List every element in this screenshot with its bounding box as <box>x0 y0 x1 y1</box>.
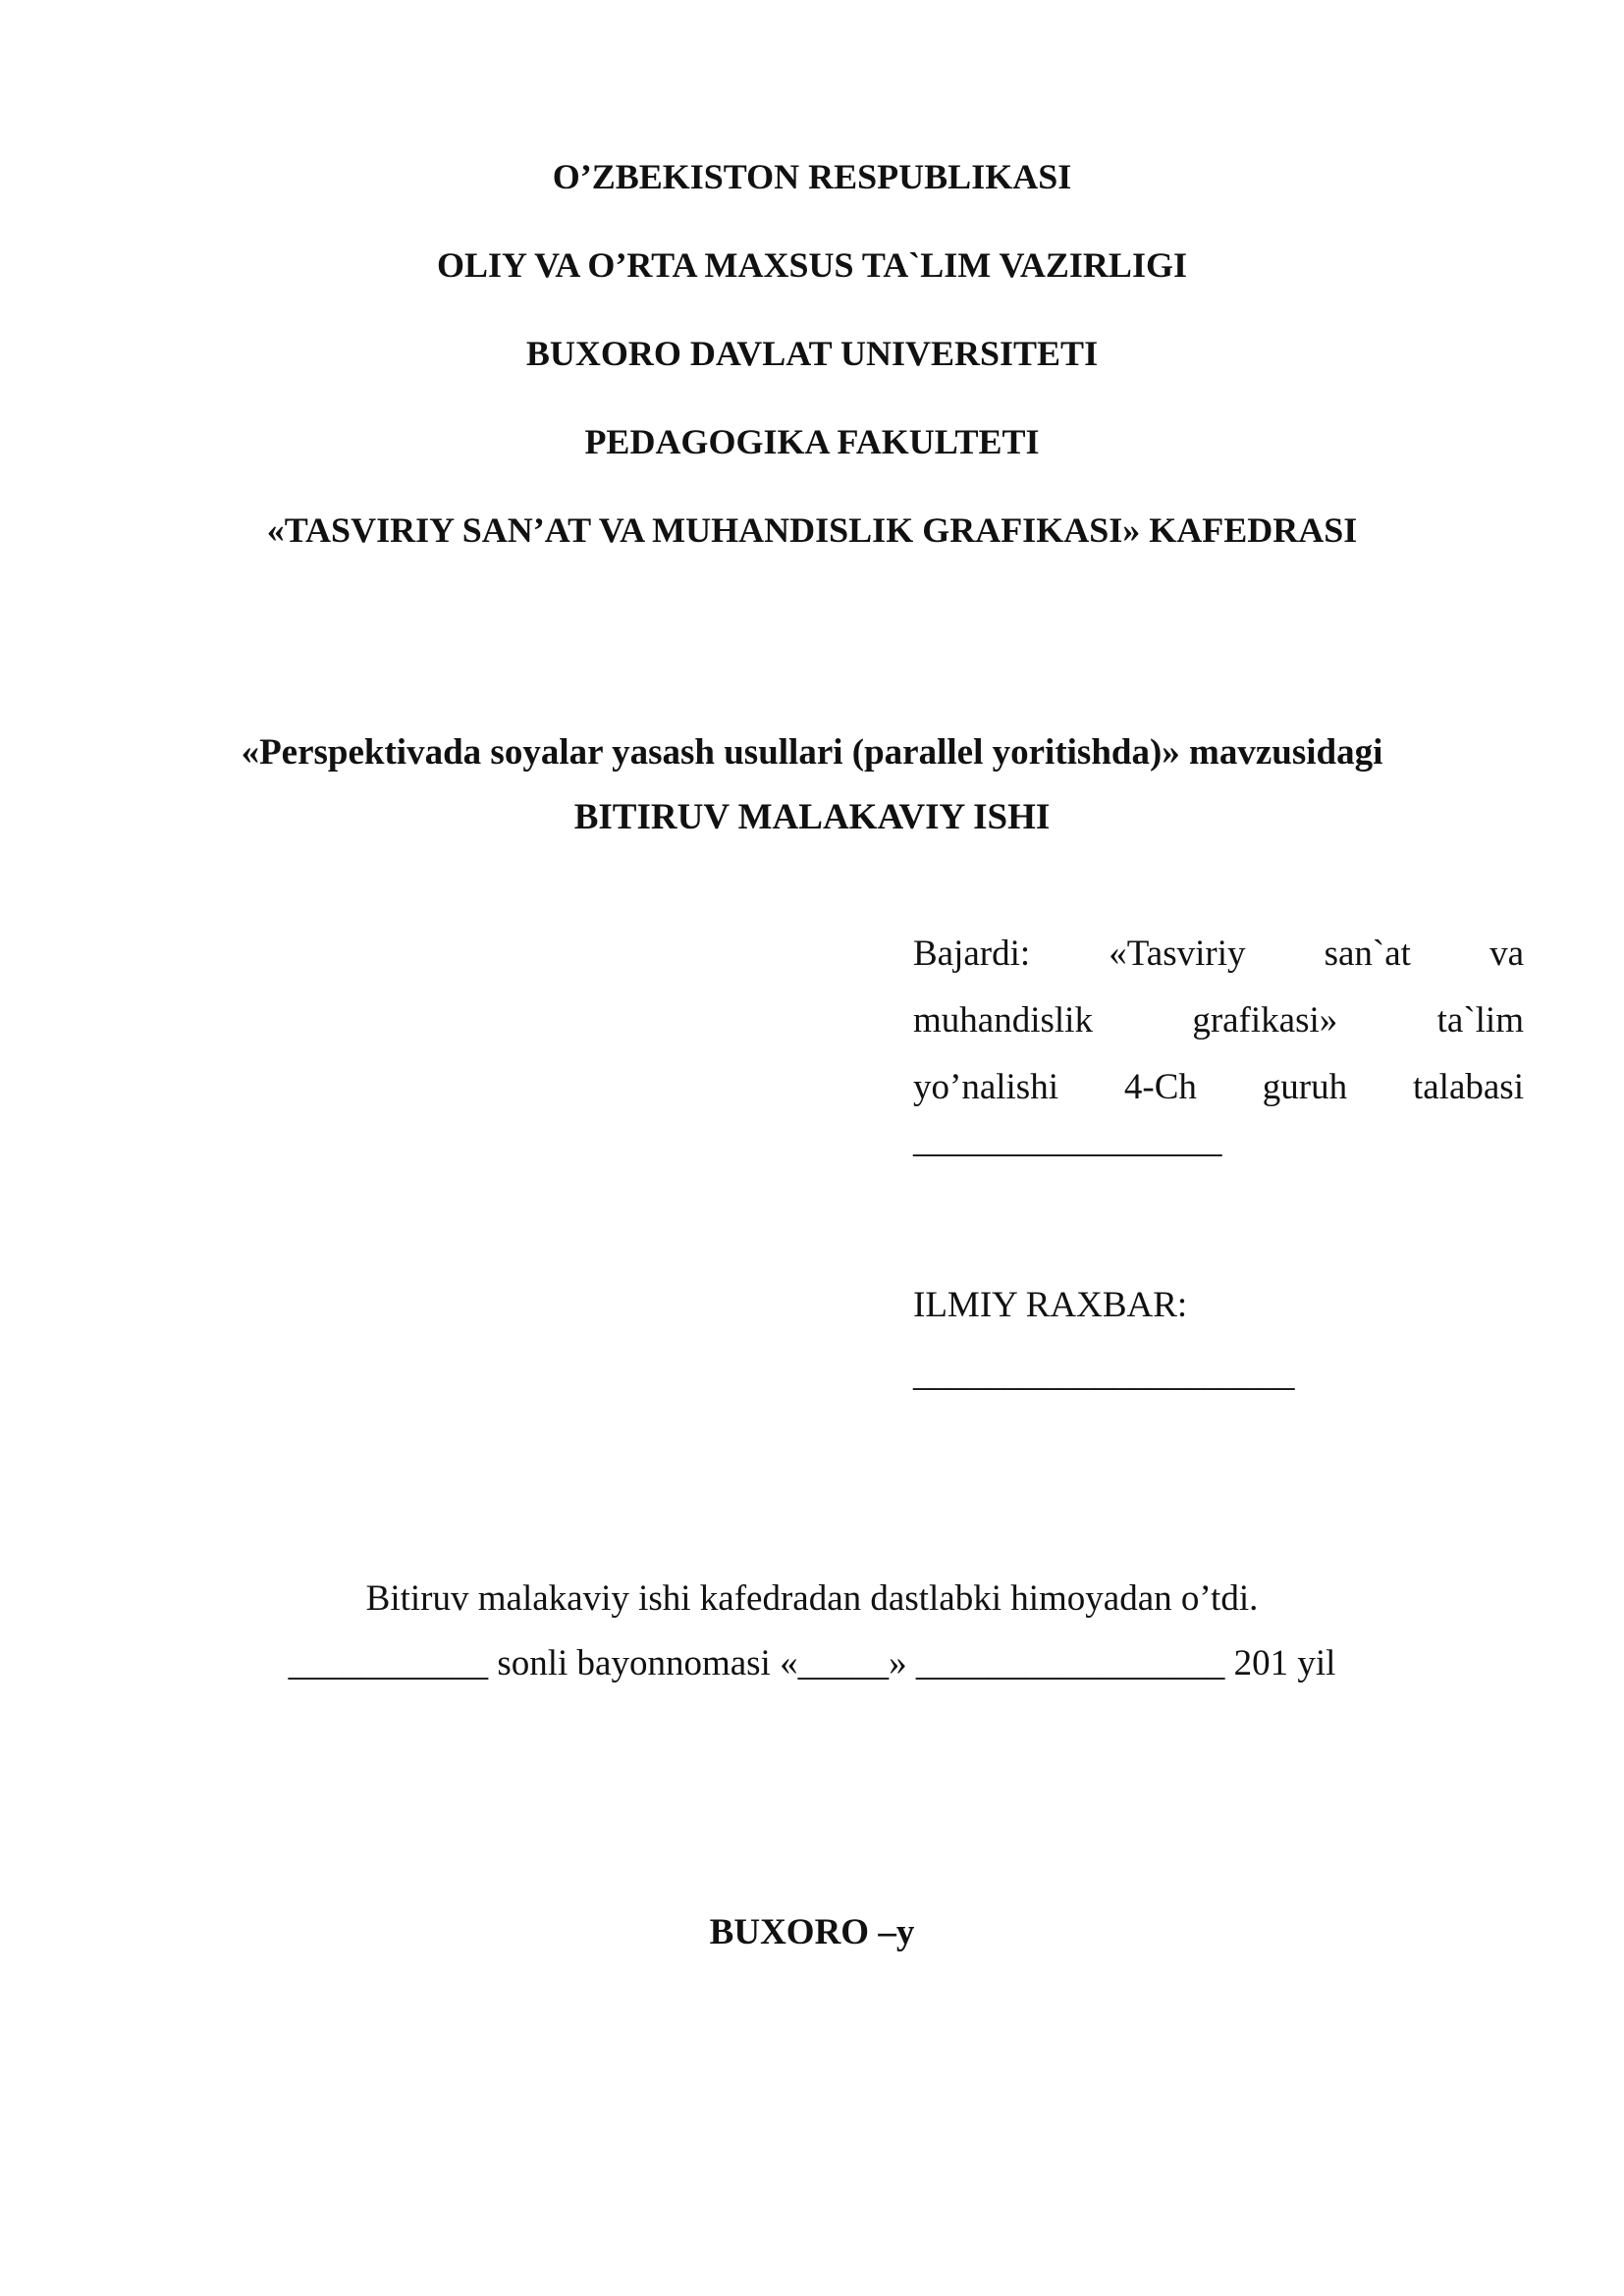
student-info-line-2: muhandislik grafikasi» ta`lim <box>913 1000 1524 1041</box>
student-name-blank: _________________ <box>913 1120 1222 1160</box>
defense-note-line: Bitiruv malakaviy ishi kafedradan dastlabki himoyadan o’tdi. <box>365 1578 1259 1619</box>
supervisor-label: ILMIY RAXBAR: <box>913 1285 1188 1325</box>
city-year-footer: BUXORO –y <box>709 1912 915 1952</box>
student-info-line-1: Bajardi: «Tasviriy san`at va <box>913 934 1524 974</box>
protocol-line: ___________ sonli bayonnomasi «_____» _________________ 201 yil <box>288 1643 1336 1683</box>
thesis-topic-line: «Perspektivada soyalar yasash usullari (parallel yoritishda)» mavzusidagi <box>241 732 1383 773</box>
student-info-block <box>913 921 1524 1121</box>
department-name-line: «TASVIRIY SAN’AT VA MUHANDISLIK GRAFIKASI» KAFEDRASI <box>266 510 1358 550</box>
ministry-country-line: O’ZBEKISTON RESPUBLIKASI <box>552 157 1072 196</box>
ministry-name-line: OLIY VA O’RTA MAXSUS TA`LIM VAZIRLIGI <box>437 245 1187 285</box>
student-info-line-3: yo’nalishi 4-Ch guruh talabasi <box>913 1067 1524 1107</box>
supervisor-name-blank: _____________________ <box>913 1354 1295 1394</box>
faculty-name-line: PEDAGOGIKA FAKULTETI <box>584 422 1040 461</box>
university-name-line: BUXORO DAVLAT UNIVERSITETI <box>525 334 1099 373</box>
thesis-type-line: BITIRUV MALAKAVIY ISHI <box>573 797 1051 837</box>
